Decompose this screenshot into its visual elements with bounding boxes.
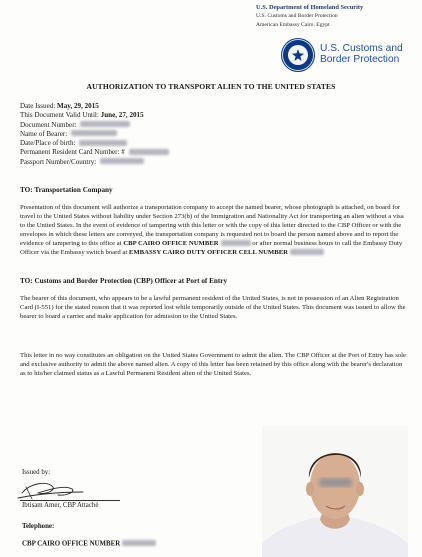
duty-officer-label: EMBASSY CAIRO DUTY OFFICER CELL NUMBER xyxy=(128,249,288,257)
redacted-passport xyxy=(100,158,144,164)
telephone-number-label: CBP CAIRO OFFICE NUMBER xyxy=(22,540,121,548)
bearer-portrait xyxy=(262,426,408,557)
bearer-photo xyxy=(262,426,408,557)
valid-until-label: This Document Valid Until: xyxy=(20,111,99,120)
transport-paragraph xyxy=(20,203,408,258)
cbp-paragraph-2: This letter in no way constitutes an obligation on the United States Government to admit the alien. The CBP Officer at the Port of Entry has sole and exclusive authority to admit the above named alien. A copy of this letter has been retained by this office along with the bearer's declaration as to his/her claimed status as a Lawful Permanent Resident alien of the United States. xyxy=(20,352,407,378)
date-issued-value: May, 29, 2015 xyxy=(57,102,99,110)
agency-header xyxy=(256,4,396,29)
redacted-document-number xyxy=(80,121,130,127)
cbp-logo-line1: U.S. Customs and xyxy=(320,43,403,54)
document-number-label: Document Number: xyxy=(20,120,77,129)
section-heading-transport: TO: Transportation Company xyxy=(20,186,113,194)
cbp-logo-text xyxy=(320,43,416,65)
document-number-row xyxy=(20,121,169,130)
telephone-number xyxy=(22,540,156,548)
valid-until-value: June, 27, 2015 xyxy=(100,111,144,120)
date-issued-row xyxy=(20,102,169,111)
redacted-office-number xyxy=(221,240,251,246)
passport-label: Passport Number/Country: xyxy=(20,157,97,166)
document-fields xyxy=(20,102,169,167)
signer-name: Ibtisam Amer, CBP Attaché xyxy=(22,502,99,509)
valid-until-row xyxy=(20,111,169,120)
redacted-duty-number xyxy=(290,249,324,255)
dhs-seal-icon xyxy=(283,40,313,70)
agency-name: U.S. Department of Homeland Security xyxy=(256,4,364,11)
redacted-birth xyxy=(79,140,127,146)
resident-card-label: Permanent Resident Card Number: # xyxy=(20,148,125,157)
signature-line xyxy=(20,500,120,501)
redacted-name xyxy=(71,130,117,136)
section-heading-cbp: TO: Customs and Border Protection (CBP) Officer at Port of Entry xyxy=(20,277,228,285)
issued-by-label: Issued by: xyxy=(22,469,51,476)
passport-row xyxy=(20,158,169,167)
cbp-logo-line2: Border Protection xyxy=(320,54,400,65)
telephone-label: Telephone: xyxy=(22,523,55,530)
birth-row xyxy=(20,139,169,148)
document-title: AUTHORIZATION TO TRANSPORT ALIEN TO THE UNITED STATES xyxy=(86,82,336,91)
division-name: U.S. Customs and Border Protection xyxy=(256,13,338,20)
cbp-paragraph-1: The bearer of this document, who appears to be a lawful permanent resident of the United States, is not in possession of an Alien Registration Card (I-551) for the stated reason that it was reported lost while temporarily outside of the United States. This document was issued to allow the bearer to board a carrier and make application for admission to the United States. xyxy=(20,295,406,321)
resident-card-row xyxy=(20,148,169,157)
redacted-telephone xyxy=(122,540,156,546)
embassy-name: American Embassy Cairo, Egypt xyxy=(256,21,330,28)
office-number-label: CBP CAIRO OFFICE NUMBER xyxy=(123,240,219,248)
name-row xyxy=(20,130,169,139)
transport-text-1: Presentation of this document will authorize a transportation company to accept the named bearer, whose photograph is attached, on board for travel to the United States without liability under Section 273(b) of the Immigration and Nationality Act for transporting an alien without a visa to the United States. In the event of evidence of tampering with this letter or with the copy of this letter directed to the CBP Officer or with the envelopes in which these letters are conveyed, the transportation company is requested not to board the person named above and to report the evidence of tampering to this office at xyxy=(20,204,404,248)
redacted-card-number xyxy=(129,149,169,155)
birth-label: Date/Place of birth: xyxy=(20,139,76,148)
transport-text-2: or after normal business hours to call the Embassy Duty Officer via the Embassy switch board at xyxy=(20,240,403,257)
date-issued-label: Date Issued: xyxy=(20,102,56,110)
name-label: Name of Bearer: xyxy=(20,129,68,138)
